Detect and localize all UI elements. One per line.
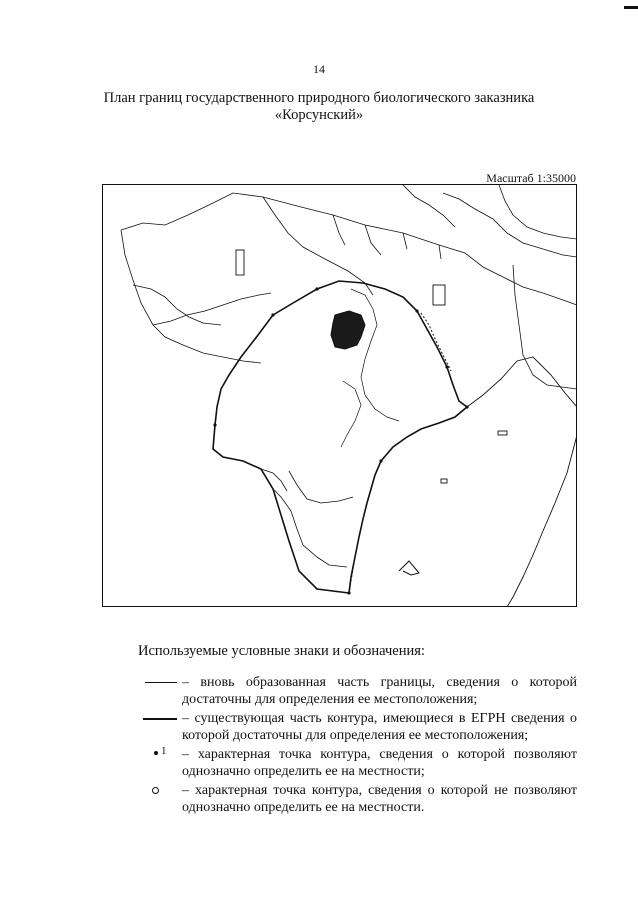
legend bbox=[140, 674, 577, 818]
point-8 bbox=[213, 423, 216, 426]
lower-parcel-1 bbox=[273, 489, 347, 567]
legend-row-existing-contour bbox=[140, 710, 577, 744]
page-title bbox=[60, 90, 578, 124]
legend-text-3: – характерная точка контура, сведения о которой позволяют однозначно определить ее на местности; bbox=[182, 747, 577, 779]
north-strip bbox=[263, 197, 373, 295]
northwest-inner-2 bbox=[153, 293, 271, 325]
lower-parcel-3 bbox=[289, 471, 353, 503]
hatched-east-boundary bbox=[421, 313, 451, 371]
northwest-plot-outline bbox=[121, 193, 577, 305]
east-boundary bbox=[513, 265, 577, 389]
title-line-2: «Корсунский» bbox=[274, 107, 364, 123]
north-parcels bbox=[333, 215, 441, 259]
point-7 bbox=[347, 591, 350, 594]
thin-line-symbol bbox=[140, 674, 182, 691]
small-building-1 bbox=[236, 250, 244, 275]
northeast-parcels-2 bbox=[499, 185, 577, 239]
page-number: 14 bbox=[313, 62, 325, 76]
boundary-map bbox=[102, 184, 577, 607]
lower-parcel-2 bbox=[261, 469, 287, 491]
small-building-4 bbox=[441, 479, 447, 483]
small-building-3 bbox=[498, 431, 507, 435]
legend-row-determined-point bbox=[140, 746, 577, 780]
point-6 bbox=[379, 459, 382, 462]
thick-line-symbol bbox=[140, 710, 182, 727]
point-4 bbox=[445, 365, 448, 368]
legend-heading: Используемые условные знаки и обозначения: bbox=[138, 643, 425, 659]
dark-forest-block bbox=[331, 311, 365, 349]
hollow-point-symbol bbox=[140, 782, 182, 799]
point-symbol-label: 1 bbox=[161, 745, 167, 757]
point-5 bbox=[465, 405, 468, 408]
small-building-2 bbox=[433, 285, 445, 305]
hatched-south-boundary bbox=[349, 461, 381, 593]
legend-text-1: – вновь образованная часть границы, сведения о которой достаточны для определения ее местоположения; bbox=[182, 675, 577, 707]
hatched-west-boundary bbox=[215, 315, 273, 425]
southeast-region bbox=[467, 357, 577, 607]
legend-row-undetermined-point bbox=[140, 782, 577, 816]
legend-row-new-boundary bbox=[140, 674, 577, 708]
legend-text-2: – существующая часть контура, имеющиеся в ЕГРН сведения о которой достаточны для определения ее местоположения; bbox=[182, 711, 577, 743]
northeast-parcels-3 bbox=[403, 185, 455, 227]
northeast-parcels bbox=[443, 193, 577, 257]
title-line-1: План границ государственного природного биологического заказника bbox=[103, 90, 535, 106]
point-3 bbox=[415, 309, 418, 312]
filled-point-symbol bbox=[140, 746, 182, 763]
map-drawing bbox=[103, 185, 577, 607]
map-scale: Масштаб 1:35000 bbox=[486, 171, 576, 185]
triangle-marker bbox=[399, 561, 419, 575]
legend-text-4: – характерная точка контура, сведения о которой не позволяют однозначно определить ее на местности. bbox=[182, 783, 577, 815]
point-1 bbox=[271, 313, 274, 316]
point-2 bbox=[315, 287, 318, 290]
corner-mark bbox=[624, 6, 638, 9]
